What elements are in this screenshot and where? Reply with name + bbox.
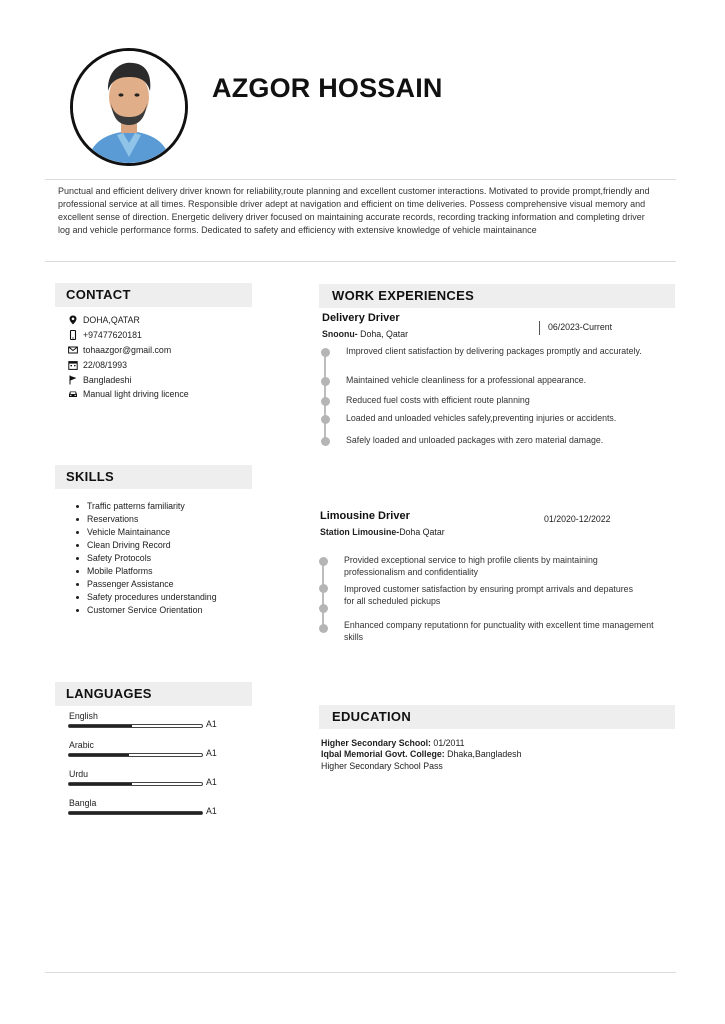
language-name: English: [69, 711, 98, 721]
timeline-dot: [319, 557, 328, 566]
language-bangla: [68, 798, 228, 822]
skill-item: Passenger Assistance: [74, 578, 217, 591]
timeline-dot: [319, 604, 328, 613]
skills-list: [74, 500, 217, 617]
language-english: [68, 711, 228, 735]
language-level-bar: [68, 782, 203, 786]
contact-heading: CONTACT: [55, 283, 252, 307]
language-arabic: [68, 740, 228, 764]
timeline-dot: [321, 397, 330, 406]
job-bullet: Improved client satisfaction by delivering packages promptly and accurately.: [346, 346, 642, 356]
job-bullet: Maintained vehicle cleanliness for a professional appearance.: [346, 375, 587, 385]
contact-phone: [68, 328, 189, 343]
flag-icon: [68, 375, 78, 385]
skills-heading: SKILLS: [55, 465, 252, 489]
skill-item: Mobile Platforms: [74, 565, 217, 578]
job-bullet: Improved customer satisfaction by ensuring prompt arrivals and depatures for all scheduled pickups: [344, 584, 633, 606]
profile-summary: Punctual and efficient delivery driver known for reliability,route planning and excellent customer interactions. Motivated to provide prompt,friendly and professional service at all times. Responsible driver adept at navigation and efficient on time deliveries. Possess comprehensive visual memory and excellent sense of direction. Energetic delivery driver focused on maintaining accurate records, recording tracking information and completing driver log and vehicle performance forms. Dedicated to safety and efficiency with extensive knowledge of vehicle maintainance: [58, 186, 650, 235]
job-company-line: [320, 527, 445, 537]
skill-item: Clean Driving Record: [74, 539, 217, 552]
footer-divider: [45, 972, 676, 973]
contact-location-text: DOHA,QATAR: [83, 315, 140, 326]
contact-location: [68, 313, 189, 328]
education-heading: EDUCATION: [319, 705, 675, 729]
job-location: Doha, Qatar: [357, 329, 409, 339]
contact-birthdate-text: 22/08/1993: [83, 359, 128, 370]
language-level: A1: [206, 748, 217, 758]
language-level-fill: [69, 725, 132, 727]
skill-item: Customer Service Orientation: [74, 604, 217, 617]
skill-item: Vehicle Maintainance: [74, 526, 217, 539]
language-level-bar: [68, 724, 203, 728]
job-bullet: Enhanced company reputationn for punctuality with excellent time management skills: [344, 620, 654, 642]
timeline-dot: [319, 624, 328, 633]
education-date: 01/2011: [430, 738, 465, 748]
email-icon: [68, 345, 78, 355]
contact-birthdate: [68, 357, 189, 372]
timeline-dot: [321, 437, 330, 446]
contact-licence: [68, 387, 189, 402]
skill-item: Traffic patterns familiarity: [74, 500, 217, 513]
language-urdu: [68, 769, 228, 793]
education-degree-line: [321, 738, 465, 748]
contact-list: [68, 313, 189, 402]
education-location: Dhaka,Bangladesh: [444, 749, 522, 759]
profile-photo-image: [73, 51, 185, 163]
skill-item: Safety Protocols: [74, 552, 217, 565]
job-company-line: [322, 329, 408, 339]
contact-nationality: [68, 372, 189, 387]
language-name: Urdu: [69, 769, 89, 779]
education-institution: Iqbal Memorial Govt. College:: [321, 749, 445, 759]
job-bullet: Provided exceptional service to high profile clients by maintaining professionalism and confidentiality: [344, 555, 598, 577]
profile-photo: [70, 48, 188, 166]
education-institution-line: [321, 749, 521, 759]
divider: [45, 261, 676, 262]
timeline-dot: [321, 415, 330, 424]
job-title: Limousine Driver: [320, 510, 410, 522]
job-bullet: Loaded and unloaded vehicles safely,preventing injuries or accidents.: [346, 413, 617, 423]
job-company: Station Limousine-: [320, 527, 400, 537]
language-level-fill: [69, 754, 129, 756]
job-bullet: Safely loaded and unloaded packages with zero material damage.: [346, 435, 604, 445]
divider: [45, 179, 676, 180]
contact-licence-text: Manual light driving licence: [83, 389, 189, 400]
location-pin-icon: [68, 315, 78, 325]
language-name: Bangla: [69, 798, 97, 808]
job-dates: 01/2020-12/2022: [544, 514, 611, 524]
language-level-fill: [69, 812, 202, 814]
language-name: Arabic: [69, 740, 94, 750]
timeline-dot: [319, 584, 328, 593]
language-level: A1: [206, 719, 217, 729]
languages-heading: LANGUAGES: [55, 682, 252, 706]
work-heading: WORK EXPERIENCES: [319, 284, 675, 308]
job-title: Delivery Driver: [322, 312, 400, 324]
language-level-fill: [69, 783, 132, 785]
language-level-bar: [68, 753, 203, 757]
contact-nationality-text: Bangladeshi: [83, 374, 132, 385]
contact-phone-text: +97477620181: [83, 330, 142, 341]
job-company: Snoonu-: [322, 329, 358, 339]
candidate-name: AZGOR HOSSAIN: [212, 73, 443, 103]
job-location: Doha Qatar: [399, 527, 445, 537]
language-level-bar: [68, 811, 203, 815]
skill-item: Reservations: [74, 513, 217, 526]
language-level: A1: [206, 777, 217, 787]
timeline-dot: [321, 377, 330, 386]
phone-icon: [68, 330, 78, 340]
education-degree: Higher Secondary School:: [321, 738, 431, 748]
language-level: A1: [206, 806, 217, 816]
contact-email: [68, 343, 189, 358]
contact-email-text: tohaazgor@gmail.com: [83, 344, 172, 355]
education-result: Higher Secondary School Pass: [321, 761, 443, 771]
job-dates: 06/2023-Current: [548, 322, 613, 332]
date-divider: [539, 321, 540, 335]
skill-item: Safety procedures understanding: [74, 591, 217, 604]
job-bullet: Reduced fuel costs with efficient route planning: [346, 395, 530, 405]
car-icon: [68, 389, 78, 399]
job-timeline: [322, 561, 324, 629]
calendar-icon: [68, 360, 78, 370]
timeline-dot: [321, 348, 330, 357]
